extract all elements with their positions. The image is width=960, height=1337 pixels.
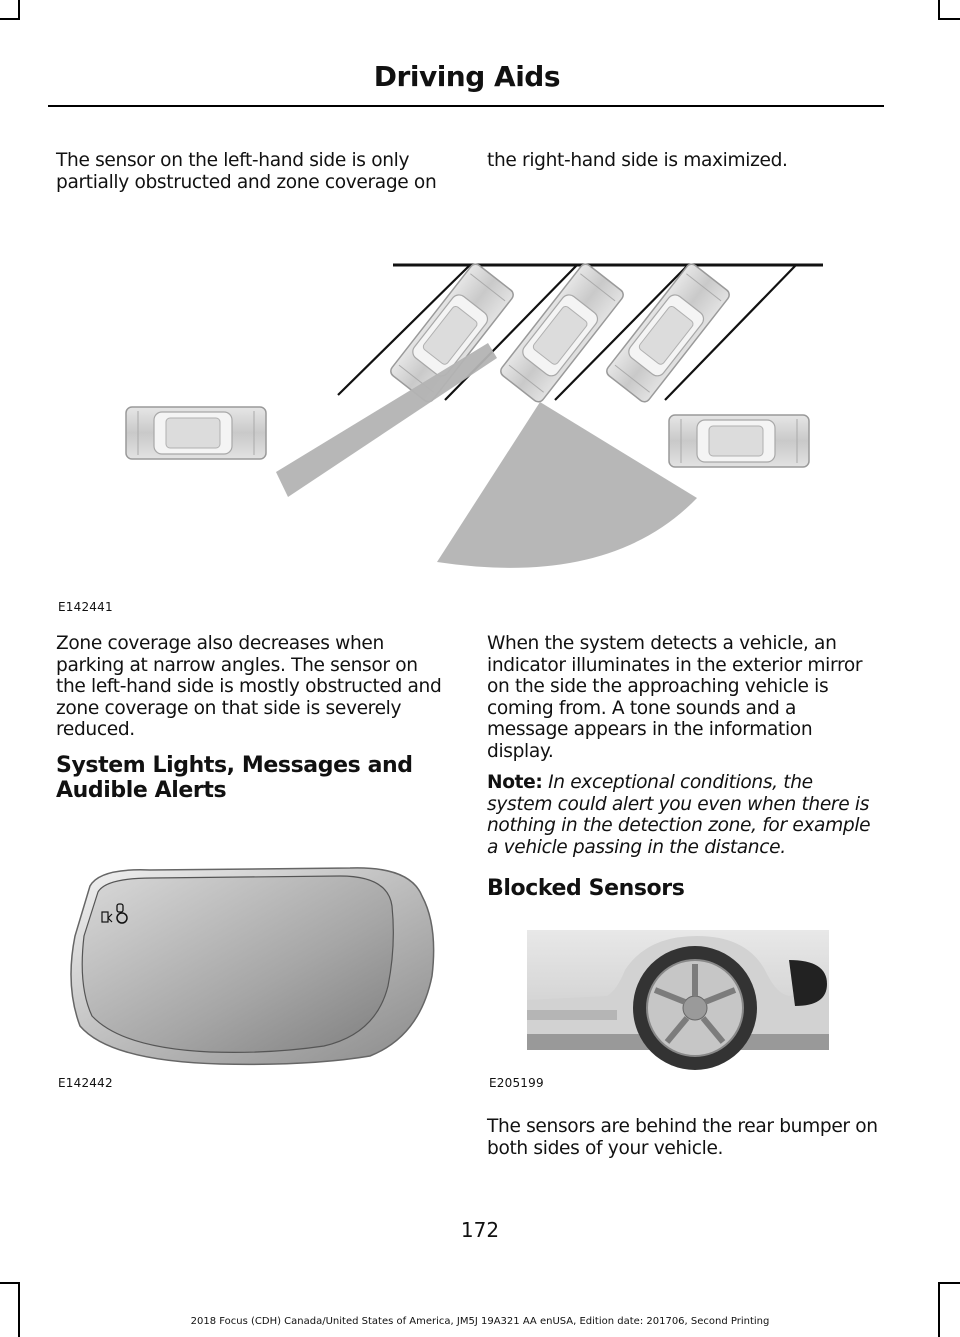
note-label: Note: — [487, 772, 543, 793]
figure-code: E205199 — [489, 1076, 544, 1090]
passing-car-right — [669, 415, 809, 467]
mirror-illustration — [70, 866, 435, 1066]
crop-mark-bl-h — [0, 1282, 20, 1284]
crop-mark-br — [938, 1282, 940, 1337]
crop-mark-bl — [18, 1282, 20, 1337]
crop-mark-tl — [18, 0, 20, 20]
zone-coverage-paragraph: Zone coverage also decreases when parking at narrow angles. The sensor on the left-hand side is mostly obstructed and zone coverage on that side is severely reduced. — [56, 633, 442, 740]
passing-car-left — [126, 407, 266, 459]
crop-mark-tr — [938, 0, 940, 20]
header-rule — [48, 105, 884, 107]
note-paragraph — [487, 772, 879, 858]
blocked-sensors-heading: Blocked Sensors — [487, 876, 685, 901]
detection-paragraph: When the system detects a vehicle, an indicator illuminates in the exterior mirror on the side the approaching vehicle is coming from. A tone sounds and a message appears in the information display. — [487, 633, 863, 762]
page-number: 172 — [460, 1218, 500, 1242]
figure-code: E142442 — [58, 1076, 113, 1090]
left-intro — [56, 150, 448, 201]
left-body — [56, 633, 448, 803]
sensor-location-paragraph: The sensors are behind the rear bumper on both sides of your vehicle. — [487, 1116, 878, 1159]
crop-mark-tr-h — [940, 18, 960, 20]
section-heading: System Lights, Messages and Audible Alerts — [56, 752, 413, 803]
parking-zone-diagram — [100, 250, 840, 590]
left-sensor-zone — [276, 343, 497, 497]
rear-bumper-illustration — [527, 930, 837, 1070]
right-sensor-zone — [437, 402, 697, 568]
crop-mark-br-h — [940, 1282, 960, 1284]
footer-text: 2018 Focus (CDH) Canada/United States of America, JM5J 19A321 AA enUSA, Edition date: 201706, Second Printing — [190, 1316, 770, 1327]
crop-mark-tl-h — [0, 18, 20, 20]
page-title: Driving Aids — [373, 60, 560, 93]
note-text: In exceptional conditions, the system could alert you even when there is nothing in the detection zone, for example a vehicle passing in the distance. — [487, 772, 871, 858]
right-bottom — [487, 1116, 879, 1167]
intro-paragraph: The sensor on the left-hand side is only partially obstructed and zone coverage on — [56, 150, 437, 193]
right-intro — [487, 150, 879, 180]
right-body — [487, 633, 879, 901]
intro-continued: the right-hand side is maximized. — [487, 150, 788, 171]
parked-car — [604, 262, 731, 404]
parked-car — [498, 262, 625, 404]
figure-code: E142441 — [58, 600, 113, 614]
